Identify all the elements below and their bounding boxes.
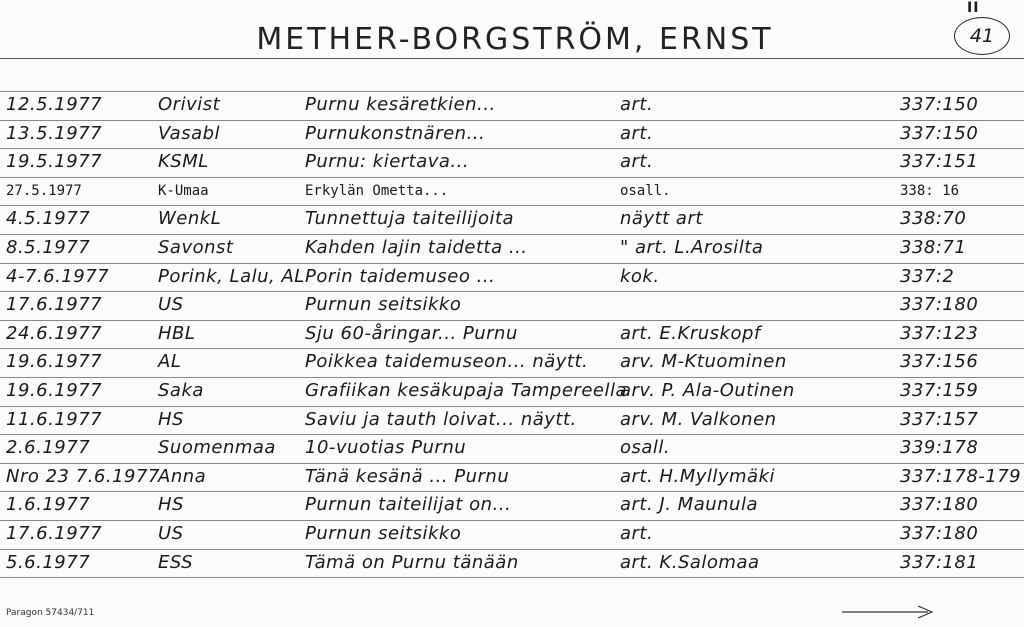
entry-title: Saviu ja tauth loivat... näytt. [305, 408, 577, 430]
entry-row [0, 377, 1024, 405]
entry-title: Tänä kesänä ... Purnu [305, 465, 510, 487]
entry-date: 8.5.1977 [6, 237, 91, 258]
entry-row [0, 263, 1024, 291]
entry-date: 13.5.1977 [6, 122, 103, 144]
entry-row [0, 348, 1024, 376]
entry-title: Porin taidemuseo ... [305, 265, 496, 287]
card-number: 41 [954, 17, 1010, 55]
entry-date: 11.6.1977 [6, 408, 103, 430]
entry-reference: 337:150 [900, 122, 979, 144]
entry-role: kok. [620, 265, 660, 287]
entry-source: HBL [158, 322, 196, 344]
entry-reference: 337:2 [900, 265, 955, 287]
entry-row [0, 320, 1024, 348]
entry-source: Porink, Lalu, AL [158, 265, 305, 287]
entry-role: " art. L.Arosilta [620, 237, 764, 258]
entry-title: Purnun taiteilijat on... [305, 494, 512, 516]
entry-source: HS [158, 408, 184, 430]
entry-role: osall. [620, 437, 671, 459]
entry-reference: 337:180 [900, 494, 979, 516]
entry-row [0, 463, 1024, 491]
entry-source: KSML [158, 151, 209, 173]
entry-date: 27.5.1977 [6, 182, 82, 199]
entry-role: osall. [620, 182, 671, 199]
entry-reference: 337:156 [900, 351, 979, 373]
entry-role: art. E.Kruskopf [620, 322, 761, 344]
entry-reference: 337:180 [900, 523, 979, 544]
entry-reference: 337:151 [900, 151, 979, 173]
entry-title: Purnu kesäretkien... [305, 94, 496, 115]
entry-row [0, 406, 1024, 434]
entry-title: Tunnettuja taiteilijoita [305, 208, 515, 230]
entry-date: 24.6.1977 [6, 322, 103, 344]
card-footer: Paragon 57434/711 [6, 608, 95, 618]
entry-date: 17.6.1977 [6, 523, 103, 544]
entry-title: Purnukonstnären... [305, 122, 486, 144]
entry-reference: 338:71 [900, 237, 967, 258]
entry-row [0, 148, 1024, 176]
entry-date: 19.6.1977 [6, 380, 103, 401]
entry-reference: 337:123 [900, 322, 979, 344]
entry-title: Poikkea taidemuseon... näytt. [305, 351, 589, 373]
entry-title: Purnun seitsikko [305, 294, 462, 316]
entry-reference: 337:157 [900, 408, 979, 430]
entry-role: näytt art [620, 208, 703, 230]
entry-date: 2.6.1977 [6, 437, 91, 459]
entry-source: US [158, 294, 184, 316]
entry-reference: 337:159 [900, 380, 979, 401]
entry-title: Erkylän Ometta... [305, 182, 449, 199]
entry-title: Grafiikan kesäkupaja Tampereella [305, 380, 627, 401]
entry-source: ESS [158, 551, 194, 573]
ruled-line [0, 577, 1024, 578]
entry-date: 4.5.1977 [6, 208, 91, 230]
entry-row [0, 120, 1024, 148]
entry-row [0, 434, 1024, 462]
entry-title: 10-vuotias Purnu [305, 437, 467, 459]
entry-source: Vasabl [158, 122, 221, 144]
entry-source: HS [158, 494, 184, 516]
entry-source: K-Umaa [158, 182, 209, 199]
entry-role: arv. M. Valkonen [620, 408, 777, 430]
entry-title: Tämä on Purnu tänään [305, 551, 519, 573]
entry-source: Orivist [158, 94, 221, 115]
entry-source: Savonst [158, 237, 234, 258]
entry-date: 17.6.1977 [6, 294, 103, 316]
entry-row [0, 205, 1024, 233]
entry-date: 19.6.1977 [6, 351, 103, 373]
entry-title: Purnu: kiertava... [305, 151, 470, 173]
arrow-right-icon [840, 602, 940, 622]
entry-role: art. K.Salomaa [620, 551, 760, 573]
header-rule [0, 58, 1024, 59]
entry-role: art. J. Maunula [620, 494, 758, 516]
entry-date: 1.6.1977 [6, 494, 91, 516]
entry-date: 5.6.1977 [6, 551, 91, 573]
entry-row [0, 234, 1024, 262]
entry-row [0, 549, 1024, 577]
entry-source: WenkL [158, 208, 222, 230]
entry-source: Suomenmaa [158, 437, 276, 459]
entry-reference: 337:180 [900, 294, 979, 316]
entry-reference: 337:178-179 [900, 465, 1022, 487]
entry-role: art. [620, 122, 654, 144]
entry-role: art. [620, 523, 654, 544]
entry-row [0, 291, 1024, 319]
entry-role: arv. P. Ala-Outinen [620, 380, 795, 401]
entry-date: 4-7.6.1977 [6, 265, 110, 287]
entry-source: Saka [158, 380, 204, 401]
entry-title: Kahden lajin taidetta ... [305, 237, 528, 258]
volume-label: II [967, 0, 980, 16]
entry-reference: 337:150 [900, 94, 979, 115]
entry-date: Nro 23 7.6.1977 [6, 465, 160, 487]
entry-role: art. H.Myllymäki [620, 465, 776, 487]
card-title: METHER-BORGSTRÖM, ERNST [256, 22, 774, 57]
entry-role: arv. M-Ktuominen [620, 351, 787, 373]
entry-reference: 337:181 [900, 551, 979, 573]
entry-row [0, 177, 1024, 205]
entry-reference: 338:70 [900, 208, 967, 230]
entry-role: art. [620, 151, 654, 173]
entry-source: AL [158, 351, 182, 373]
entry-row [0, 91, 1024, 119]
entry-row [0, 491, 1024, 519]
entry-title: Purnun seitsikko [305, 523, 462, 544]
entry-row [0, 520, 1024, 548]
entry-reference: 338: 16 [900, 182, 960, 199]
entry-title: Sju 60-åringar... Purnu [305, 322, 518, 344]
entry-reference: 339:178 [900, 437, 979, 459]
entry-date: 19.5.1977 [6, 151, 103, 173]
entry-date: 12.5.1977 [6, 94, 103, 115]
entry-source: Anna [158, 465, 207, 487]
entry-source: US [158, 523, 184, 544]
entry-role: art. [620, 94, 654, 115]
